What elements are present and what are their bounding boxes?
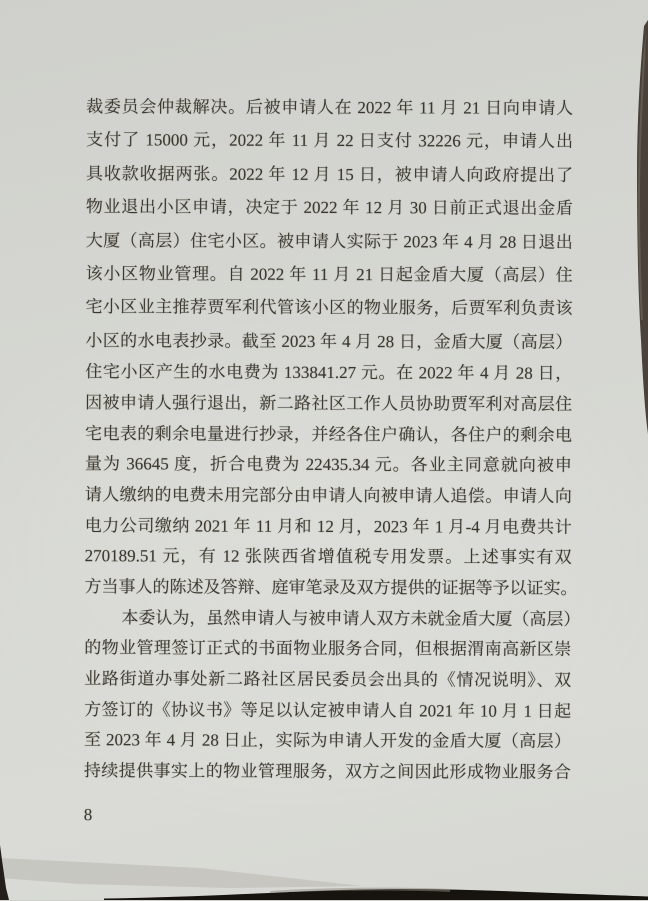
text-line-paragraph-start: 本委认为，虽然申请人与被申请人双方未就金盾大厦（高层） [121, 607, 581, 629]
text-line: 小区的水电表抄录。截至 2023 年 4 月 28 日，金盾大厦（高层） [85, 330, 573, 352]
text-line: 该小区物业管理。自 2022 年 11 月 21 日起金盾大厦（高层）住 [85, 264, 573, 285]
text-line: 270189.51 元，有 12 张陕西省增值税专用发票。上述事实有双 [84, 546, 572, 568]
page-number: 8 [83, 805, 93, 825]
text-line: 宅小区业主推荐贾军利代管该小区的物业服务，后贾军利负责该 [85, 297, 573, 319]
text-line: 请人缴纳的电费未用完部分由申请人向被申请人追偿。申请人向 [84, 485, 572, 506]
text-line: 大厦（高层）住宅小区。被申请人实际于 2023 年 4 月 28 日退出 [85, 230, 573, 252]
text-line: 电力公司缴纳 2021 年 11 月和 12 月，2023 年 1 月-4 月电费共计 [84, 515, 572, 537]
text-line: 业路街道办事处新二路社区居民委员会出具的《情况说明》、双 [84, 669, 572, 690]
text-line: 物业退出小区申请，决定于 2022 年 12 月 30 日前正式退出金盾 [85, 197, 573, 219]
text-line: 住宅小区产生的水电费为 133841.27 元。在 2022 年 4 月 28 日， [85, 362, 573, 383]
text-line: 因被申请人强行退出，新二路社区工作人员协助贾军利对高层住 [85, 392, 573, 414]
text-line: 裁委员会仲裁解决。后被申请人在 2022 年 11 月 21 日向申请人 [86, 97, 574, 118]
text-line: 具收款收据两张。2022 年 12 月 15 日，被申请人向政府提出了 [85, 163, 573, 185]
text-line: 宅电表的剩余电量进行抄录，并经各住户确认，各住户的剩余电 [85, 423, 573, 445]
text-line: 方签订的《协议书》等足以认定被申请人自 2021 年 10 月 1 日起 [84, 699, 572, 721]
text-line: 支付了 15000 元，2022 年 11 月 22 日支付 32226 元，申请人出 [86, 130, 574, 152]
text-line: 的物业管理签订正式的书面物业服务合同，但根据渭南高新区崇 [84, 638, 572, 660]
body-text [83, 90, 581, 788]
text-line: 至 2023 年 4 月 28 日止，实际为申请人开发的金盾大厦（高层） [83, 730, 572, 752]
text-line: 持续提供事实上的物业管理服务，双方之间因此形成物业服务合 [83, 761, 571, 782]
text-line: 量为 36645 度，折合电费为 22435.34 元。各业主同意就向被申 [84, 454, 572, 476]
text-line: 方当事人的陈述及答辩、庭审笔录及双方提供的证据等予以证实。 [84, 577, 578, 598]
